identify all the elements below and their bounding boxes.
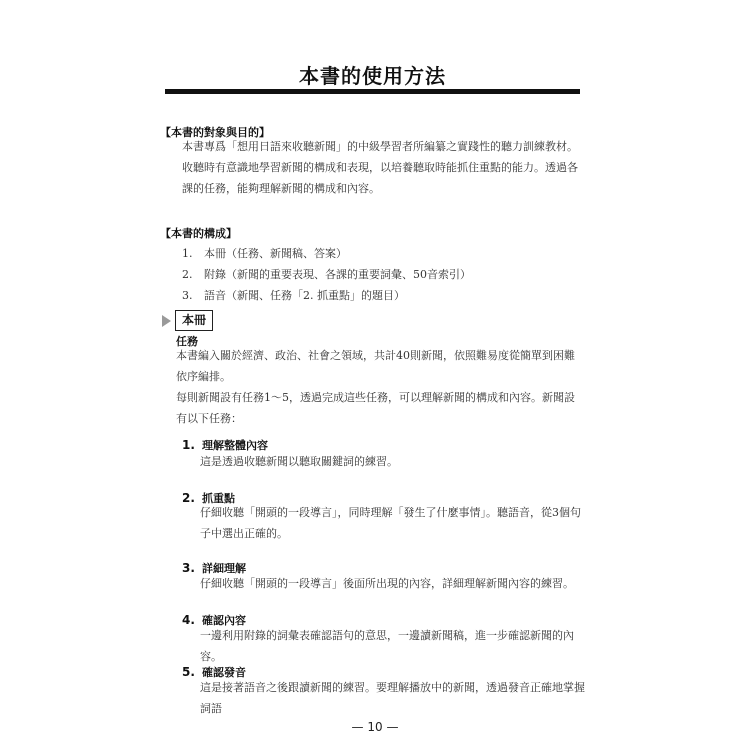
task-subheading: 任務 (176, 335, 198, 348)
section-purpose-text: 本書專爲「想用日語來收聽新聞」的中級學習者所編纂之實踐性的聽力訓練教材。收聽時有意識地學習新聞的構成和表現，以培養聽取時能抓住重點的能力。透過各課的任務，能夠理解新聞的構成和內容。 (182, 140, 578, 195)
page-title: 本書的使用方法 (299, 64, 446, 88)
section-structure-heading: 【本書的構成】 (160, 227, 237, 240)
task-description: 一邊利用附錄的詞彙表確認語句的意思，一邊讀新聞稿，進一步確認新聞的內容。 (200, 629, 574, 663)
task-heading: 3. 詳細理解 (182, 561, 246, 575)
structure-item: 3. 語音（新聞、任務「2. 抓重點」的題目） (182, 289, 405, 302)
task-heading: 4. 確認內容 (182, 613, 246, 627)
main-book-para1: 本書編入關於經濟、政治、社會之領域，共計40則新聞，依照難易度從簡單到困難依序編排。 (176, 349, 575, 383)
triangle-arrow-icon (162, 315, 171, 327)
task-heading: 2. 抓重點 (182, 491, 235, 505)
task-heading: 1. 理解整體內容 (182, 438, 268, 452)
task-description: 仔細收聽「開頭的一段導言」，同時理解「發生了什麼事情」。聽語音，從3個句子中選出正確的。 (200, 506, 581, 540)
task-description: 這是透過收聽新聞以聽取關鍵詞的練習。 (200, 455, 398, 468)
title-rule (165, 89, 580, 94)
main-book-para2: 每則新聞設有任務1～5，透過完成這些任務，可以理解新聞的構成和內容。新聞設有以下任務： (176, 391, 575, 425)
structure-item: 2. 附錄（新聞的重要表現、各課的重要詞彙、50音索引） (182, 268, 471, 281)
section-purpose-heading: 【本書的對象與目的】 (160, 126, 270, 139)
main-book-box-label: 本冊 (175, 310, 213, 331)
structure-item: 1. 本冊（任務、新聞稿、答案） (182, 247, 347, 260)
task-description: 這是接著語音之後跟讀新聞的練習。要理解播放中的新聞，透過發音正確地掌握詞語 (200, 681, 585, 715)
page-number: — 10 — (351, 720, 399, 734)
task-description: 仔細收聽「開頭的一段導言」後面所出現的內容，詳細理解新聞內容的練習。 (200, 577, 574, 590)
task-heading: 5. 確認發音 (182, 665, 246, 679)
